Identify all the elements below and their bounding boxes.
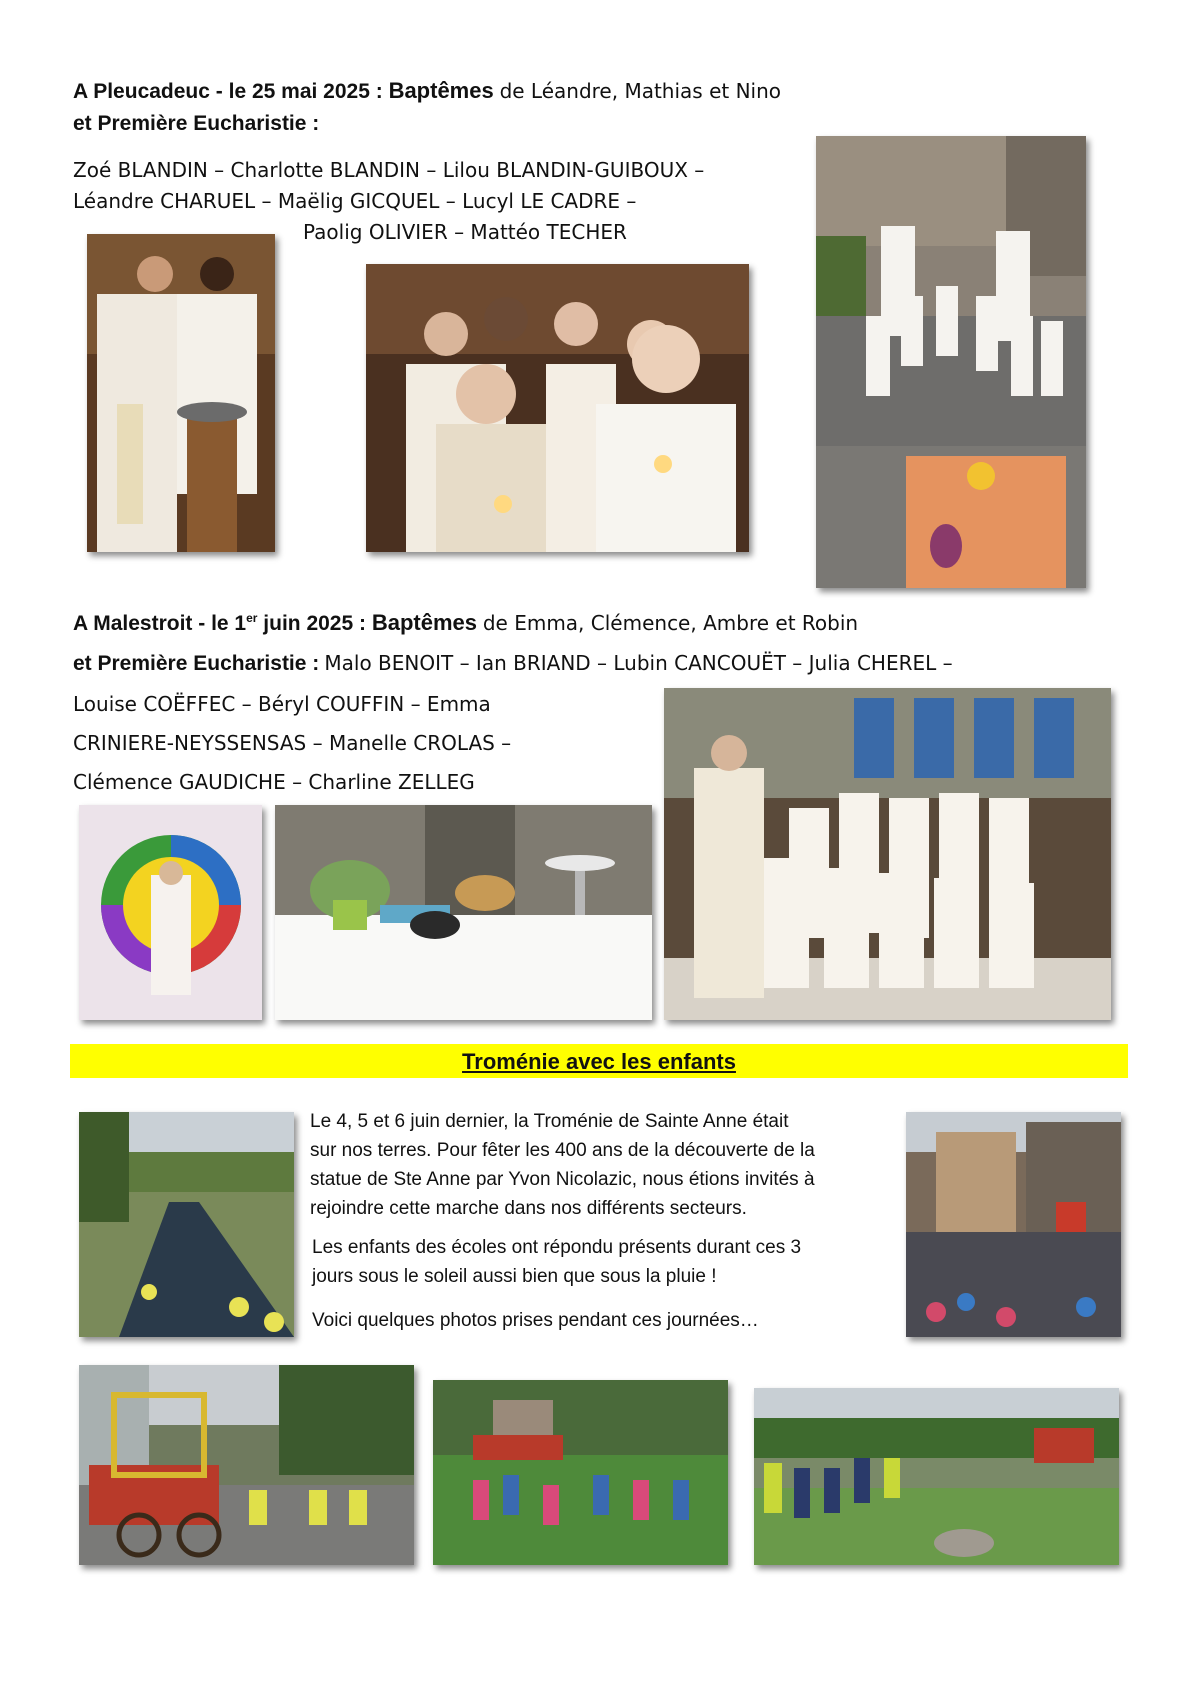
procession-road-photo [79, 1112, 294, 1337]
altar-table-photo [275, 805, 652, 1020]
pleucadeuc-date: A Pleucadeuc - le 25 mai 2025 : [73, 80, 383, 103]
malestroit-baptemes-label: Baptêmes [371, 610, 477, 635]
tromenie-paragraph-3: Voici quelques photos prises pendant ces journées… [312, 1310, 759, 1331]
malestroit-names-line: Malo BENOIT – Ian BRIAND – Lubin CANCOUËT – Julia CHEREL – [324, 651, 953, 675]
tromenie-text-line: statue de Ste Anne par Yvon Nicolazic, nous étions invités à [310, 1169, 815, 1190]
pleucadeuc-names-line: Léandre CHARUEL – Maëlig GICQUEL – Lucyl LE CADRE – [73, 189, 637, 213]
malestroit-names-line: CRINIERE-NEYSSENSAS – Manelle CROLAS – [73, 731, 512, 755]
tromenie-title: Troménie avec les enfants [462, 1049, 736, 1074]
pleucadeuc-names-line: Paolig OLIVIER – Mattéo TECHER [303, 220, 627, 244]
children-lawn-photo [433, 1380, 728, 1565]
tromenie-text-line: sur nos terres. Pour fêter les 400 ans de la découverte de la [310, 1140, 815, 1161]
pleucadeuc-baptemes-label: Baptêmes [388, 78, 494, 103]
tromenie-text-line: rejoindre cette marche dans nos différents secteurs. [310, 1198, 747, 1219]
malestroit-names-line: Louise COËFFEC – Béryl COUFFIN – Emma [73, 692, 491, 716]
religious-banner-photo [79, 805, 262, 1020]
baptism-priests-photo [87, 234, 275, 552]
pleucadeuc-eucharistie-label: et Première Eucharistie : [73, 112, 320, 135]
church-steps-photo [816, 136, 1086, 588]
tromenie-paragraph-2 [312, 1233, 872, 1291]
malestroit-eucharistie-line [73, 651, 953, 676]
countryside-walk-photo [754, 1388, 1119, 1565]
malestroit-eucharistie-label: et Première Eucharistie : [73, 652, 320, 675]
town-square-photo [906, 1112, 1121, 1337]
relic-cart-photo [79, 1365, 414, 1565]
tromenie-banner [70, 1044, 1128, 1078]
children-candles-photo [366, 264, 749, 552]
tromenie-text-line: Les enfants des écoles ont répondu présents durant ces 3 [312, 1237, 802, 1258]
malestroit-date: A Malestroit - le 1er juin 2025 : [73, 611, 366, 635]
tromenie-paragraph-1 [310, 1107, 910, 1223]
pleucadeuc-names-line: Zoé BLANDIN – Charlotte BLANDIN – Lilou BLANDIN-GUIBOUX – [73, 158, 705, 182]
tromenie-text-line: Le 4, 5 et 6 juin dernier, la Troménie de Sainte Anne était [310, 1111, 789, 1132]
pleucadeuc-heading [73, 78, 781, 104]
malestroit-names-line: Clémence GAUDICHE – Charline ZELLEG [73, 770, 475, 794]
malestroit-baptemes-names: de Emma, Clémence, Ambre et Robin [482, 611, 859, 635]
malestroit-heading [73, 610, 858, 636]
tromenie-text-line: jours sous le soleil aussi bien que sous la pluie ! [312, 1266, 717, 1287]
malestroit-group-photo [664, 688, 1111, 1020]
pleucadeuc-baptemes-names: de Léandre, Mathias et Nino [499, 79, 781, 103]
